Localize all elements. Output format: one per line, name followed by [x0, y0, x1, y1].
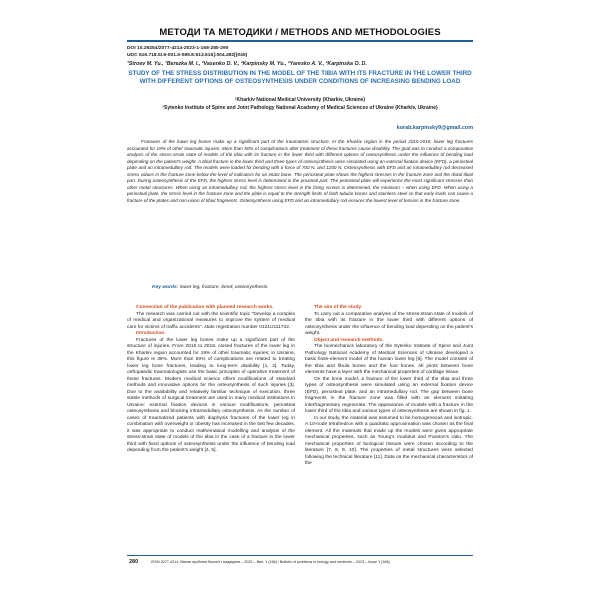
aim-heading: The aim of the study.: [314, 305, 363, 310]
affiliation-1: ¹Kharkiv National Medical University (Kharkiv, Ukraine): [234, 97, 366, 103]
footer-citation: ISSN 2077-4214. Вісник проблем біології і медицини – 2023 – Вип. 1 (168) / Bulletin of problems in biology and medicine – 2023 – Issue 1 (168): [151, 560, 390, 564]
section-header: МЕТОДИ ТА МЕТОДИКИ / METHODS AND METHODOLOGIES: [159, 27, 441, 38]
methods-paragraph-2: On the bone model, a fracture of the lower third of the tibia and three types of osteosynthesis were simulated using an external fixation device (EFD), periosteal plate, and an intramedullary rod. The gap between bone fragments in the fracture zone was filled with an element imitating interfragmentary regenerate. The appearance of models with a fracture in the lower third of the tibia and various types of osteosynthesis are shown in fig. 1.: [305, 376, 473, 414]
introduction-heading: Introduction.: [136, 331, 166, 336]
page-number: 280: [129, 559, 139, 565]
left-column: [127, 305, 295, 455]
article-title: STUDY OF THE STRESS DISTRIBUTION IN THE MODEL OF THE TIBIA WITH ITS FRACTURE IN THE LOWER THIRD WITH DIFFERENT OPTIONS OF OSTEOSYNTHESIS UNDER CONDITIONS OF INCREASING BENDING LOAD: [128, 70, 472, 86]
methods-paragraph-1: The biomechanics laboratory of the Sytenko Institute of Spine and Joint Pathology National Academy of Medical Sciences of Ukraine developed a basic finite-element model of the human lower leg [6]. The model consists of the tibia and fibula bones and the foot bones. All joints between bone elements have a layer with the mechanical properties of cartilage tissue.: [305, 344, 473, 375]
connection-text: The research was carried out with the scientific topic "Develop a complex of medical and organizational measures to improve the system of medical care for victims of traffic accidents", state registration number 0121U111742.: [127, 311, 295, 330]
doi-line: DOI 10.29254/2077-4214-2023-1-168-280-290: [127, 46, 229, 51]
connection-heading: Connection of the publication with planned research works.: [136, 305, 274, 310]
keywords: [152, 285, 472, 290]
methods-paragraph-3: In our study, the material was assumed to be homogeneous and isotropic. A 10-node tetrahedron with a quadratic approximation was chosen as the final element. All the materials that made up the models were given appropriate mechanical properties, such as Young's modulus and Poisson's ratio. The mechanical properties of biological tissues were chosen according to the literature [7, 8, 9, 10]. The properties of metal structures were selected following the technical literature [11]. Data on the mechanical characteristics of the: [305, 415, 473, 466]
header-divider: [127, 40, 473, 42]
contact-email[interactable]: korab.karpinsky9@gmail.com: [396, 125, 473, 131]
footer-divider: [127, 555, 473, 556]
right-column: [305, 305, 473, 468]
keywords-label: Key words:: [152, 285, 179, 290]
udc-line: UDC 616.718.5/.6-001.5-089.8:613.615]:004.492[(045): [127, 53, 248, 58]
introduction-text: Fractures of the lower leg bones make up a significant part of the structure of injuries. From 2015 to 2018, closed fractures of the lower leg in the Kharkiv region accounted for 19% of other traumatic injuries; in Ukraine, this figure is 36%. More than 50% of complications are related to treating lower leg bone fractures, leading to long-term disability [1, 2]. Today, orthopaedic traumatologists use the basic principles of operative treatment of these fractures. Modern medical science offers modifications of standard methods and innovative options for the osteosynthesis of such injuries [3]. Due to the availability and relatively familiar technique of execution, three stable methods of surgical treatment are used in many medical institutions in Ukraine: external fixation devices in various modifications, periosteal osteosynthesis and blocking intramedullary osteosynthesis. As the number of cases of traumatized patients with diaphysis fractures of the lower leg in combination with overweight or obesity has increased in the last few decades, it was appropriate to conduct mathematical modelling and analysis of the stress-strain state of models of the tibia in the case of a fracture in the lower third with fixed options of osteosynthesis under the influence of bending load depending from the patient's weight [4, 5].: [127, 337, 295, 453]
methods-heading: Object and research methods.: [314, 337, 384, 343]
author-list: ¹Stroev M. Yu., ¹Berezka M. I., ²Vasenko D. V., ²Karpinsky M. Yu., ²Yaresko A. V., ²Karpinska O. D.: [127, 61, 367, 67]
keywords-text: lower leg, fracture, bend, osteosynthesis.: [179, 285, 269, 290]
abstract: Fractures of the lower leg bones make up a significant part of the traumatism structure. In the Kharkiv region in the period 2015-2018, lower leg fractures accounted for 19% of other traumatic injuries. More than 50% of complications after treatment of these fractures cause disability. The goal was to conduct a comparative analysis of the stress-strain state of models of the tibia with its fracture in the lower third with different options of osteosynthesis under the influence of bending load depending on the patient's weight. A tibial fracture in the lower third and three types of osteosynthesis were simulated using an external fixation device (EFD), a periosteal plate and an intramedullary rod. The models were loaded for bending with a force of 700 N, and 1200 N. Osteosynthesis with EFD and an intramedullary rod decreased stress values in the fracture zone below the level of indicators for an intact bone. The periosteal plate shows the highest stresses in the fracture zone and the distal tibial part. During osteosynthesis of the EFD, the highest stress level is determined in the proximal part. The periosteal plate will experience the most significant stresses than other metal structures. When using an intramedullary rod, the highest stress level in the fixing screws is determined, the minimum – when using EFD. When using a periosteal plate, the stress level in the fracture zone and the plate is equal to the strength limits of both tubular bones and stainless steel so that early loads can cause a fracture of the plates and non-union of tibial fragments. Osteosynthesis using EFD and an intramedullary rod ensures the lowest level of tension in the fracture zone.: [127, 139, 473, 203]
aim-text: To carry out a comparative analysis of the stress-strain state of models of the tibia with its fracture in the lower third with different options of osteosynthesis under the influence of bending load depending on the patient's weight.: [305, 311, 473, 336]
affiliation-2: ²Sytenko Institute of Spine and Joint Pathology National Academy of Medical Sciences of Ukraine (Kharkiv, Ukraine): [162, 105, 438, 111]
